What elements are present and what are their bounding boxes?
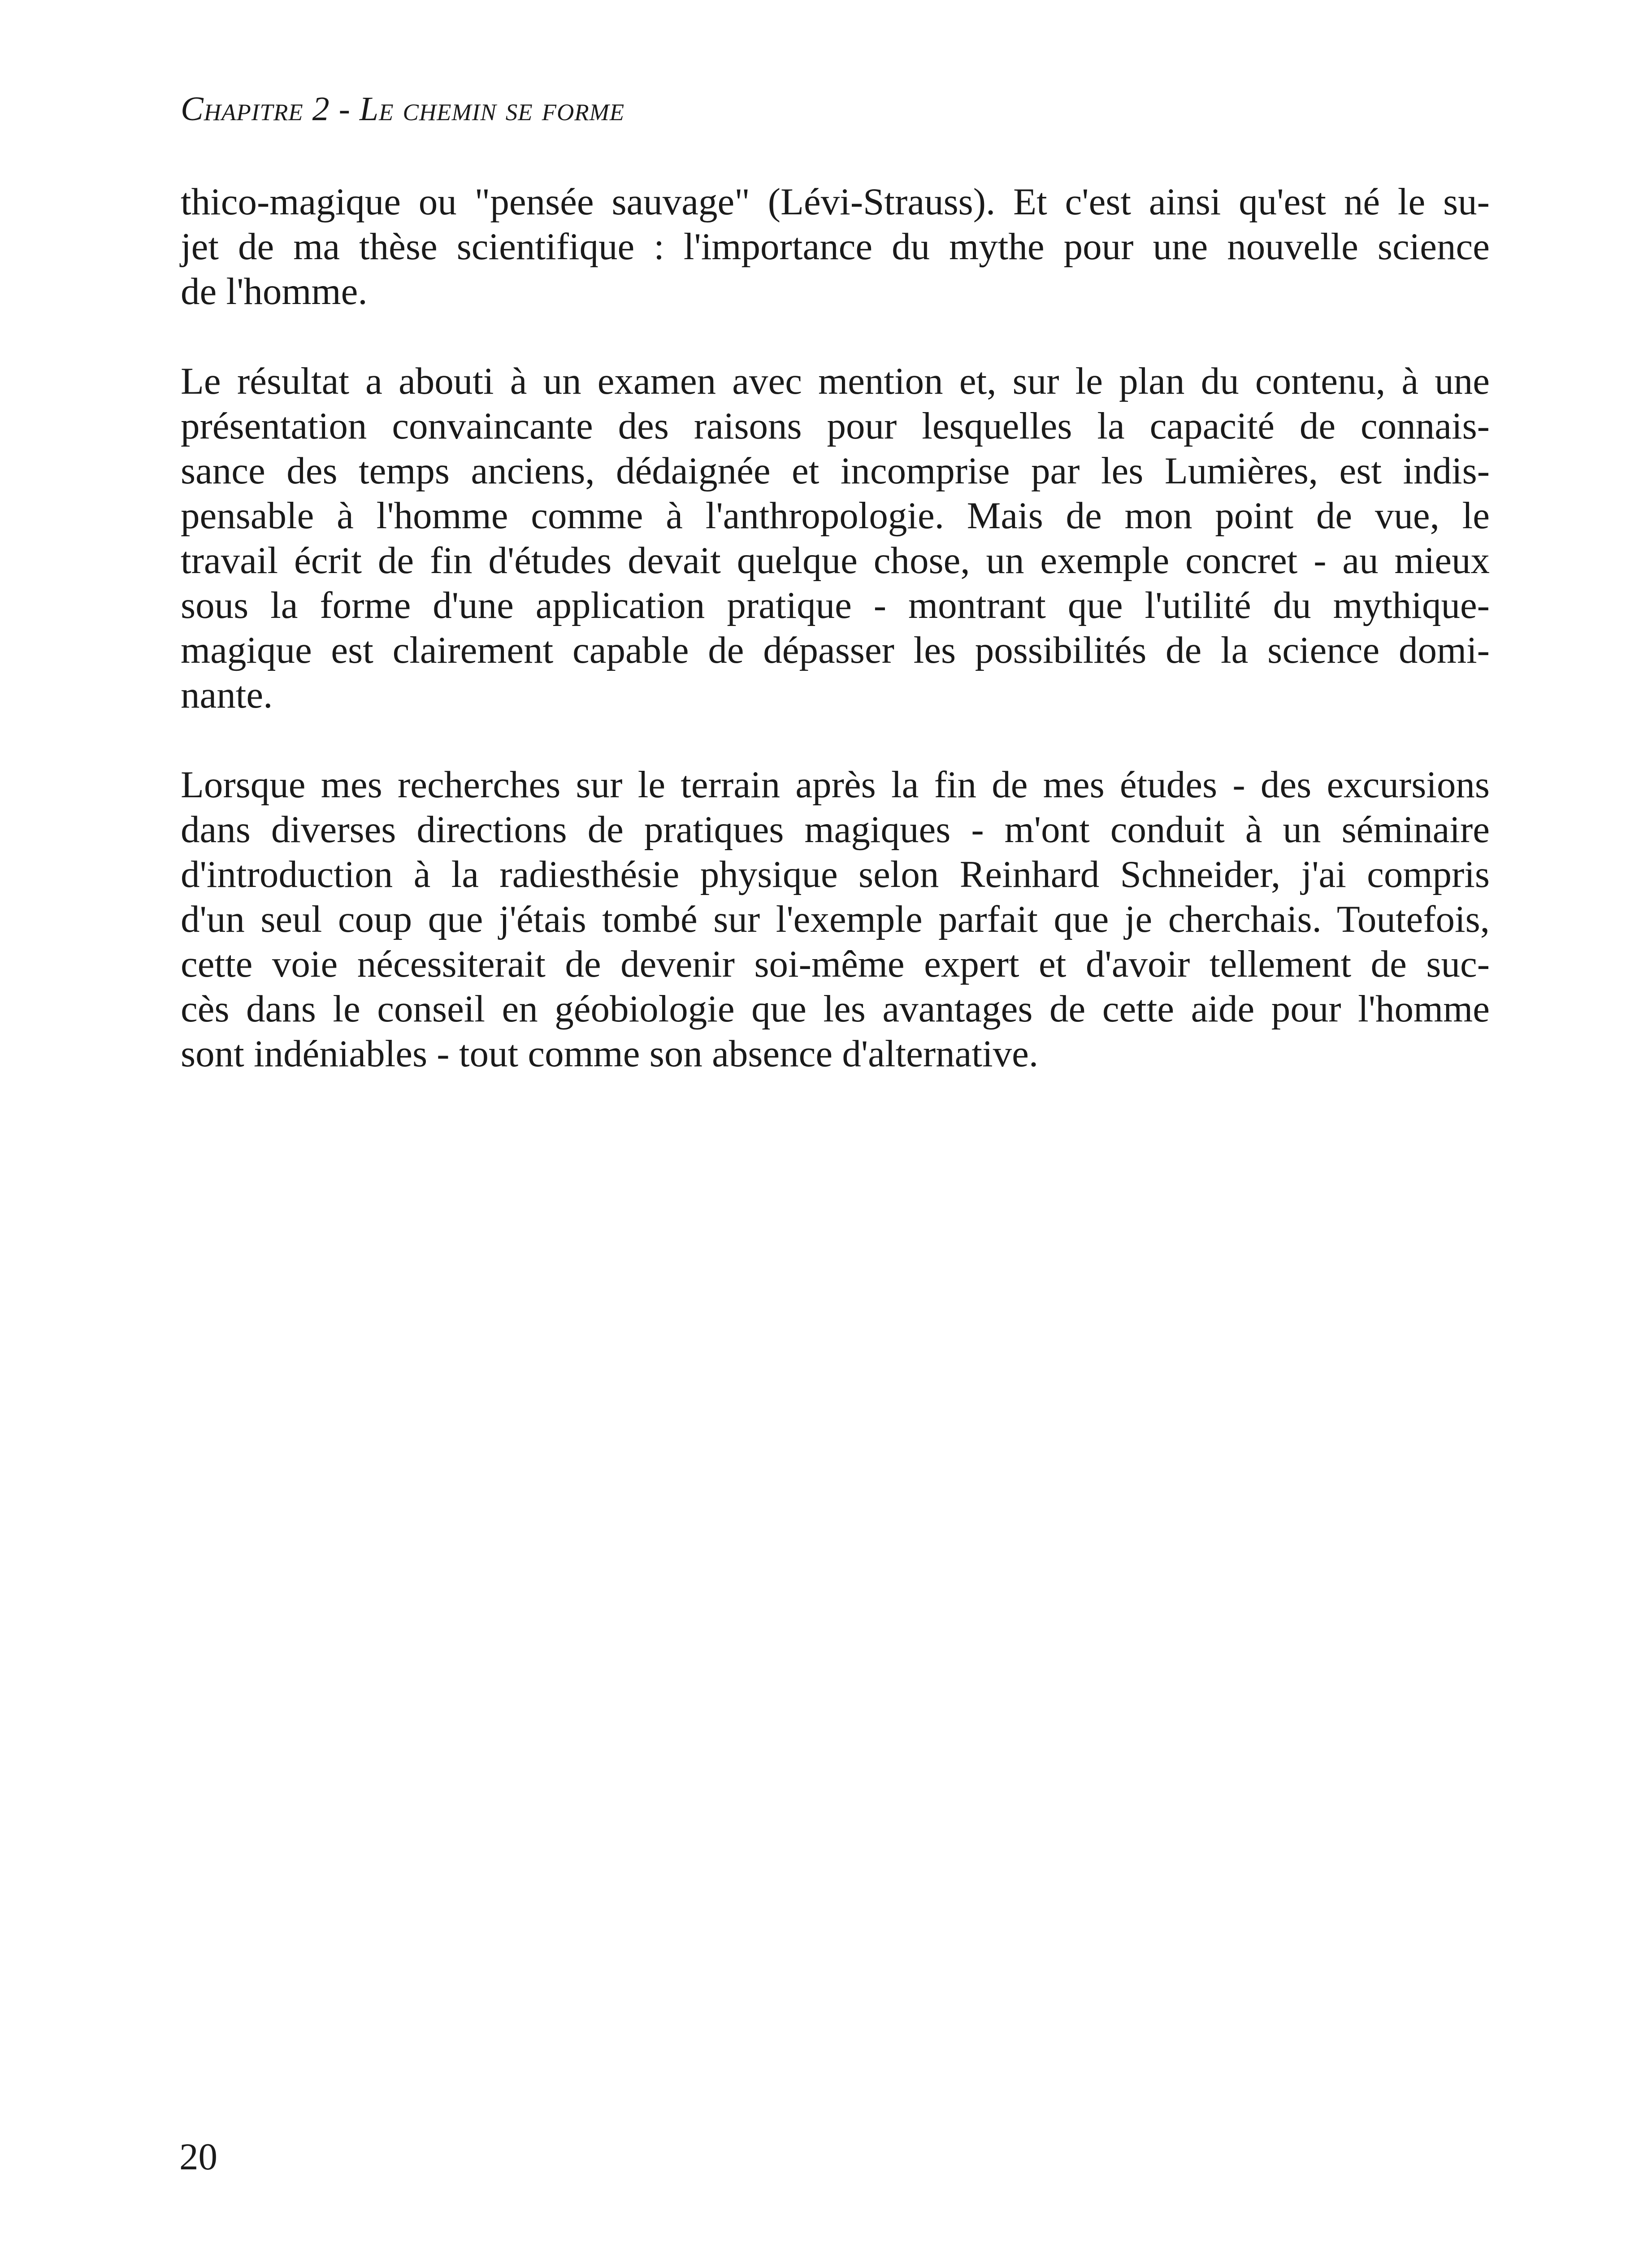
text-line: sous la forme d'une application pratique - montrant que l'utilité du mythique- — [181, 584, 1490, 626]
text-line: nante. — [181, 674, 273, 716]
paragraph-2 — [181, 359, 1490, 717]
paragraph-3 — [181, 762, 1490, 1076]
text-line: sance des temps anciens, dédaignée et incomprise par les Lumières, est indis- — [181, 450, 1490, 492]
text-line: pensable à l'homme comme à l'anthropologie. Mais de mon point de vue, le — [181, 495, 1490, 537]
text-line: dans diverses directions de pratiques magiques - m'ont conduit à un séminaire — [181, 808, 1490, 851]
text-line: de l'homme. — [181, 270, 368, 313]
body-text — [181, 179, 1490, 1121]
text-line: cette voie nécessiterait de devenir soi-même expert et d'avoir tellement de suc- — [181, 943, 1490, 985]
text-line: Lorsque mes recherches sur le terrain après la fin de mes études - des excursions — [181, 764, 1490, 806]
text-line: Le résultat a abouti à un examen avec mention et, sur le plan du contenu, à une — [181, 360, 1490, 402]
text-line: jet de ma thèse scientifique : l'importance du mythe pour une nouvelle science — [181, 226, 1490, 268]
text-line: d'introduction à la radiesthésie physique selon Reinhard Schneider, j'ai compris — [181, 853, 1490, 895]
text-line: cès dans le conseil en géobiologie que les avantages de cette aide pour l'homme — [181, 988, 1490, 1030]
text-line: présentation convaincante des raisons pour lesquelles la capacité de connais- — [181, 405, 1490, 447]
running-header: Chapitre 2 - Le chemin se forme — [181, 90, 625, 128]
text-line: d'un seul coup que j'étais tombé sur l'exemple parfait que je cherchais. Toutefois, — [181, 898, 1490, 940]
text-line: thico-magique ou "pensée sauvage" (Lévi-Strauss). Et c'est ainsi qu'est né le su- — [181, 181, 1490, 223]
text-line: sont indéniables - tout comme son absence d'alternative. — [181, 1033, 1039, 1075]
text-line: travail écrit de fin d'études devait quelque chose, un exemple concret - au mieux — [181, 539, 1490, 582]
text-line: magique est clairement capable de dépasser les possibilités de la science domi- — [181, 629, 1490, 671]
page-number: 20 — [179, 2136, 217, 2178]
paragraph-1 — [181, 179, 1490, 314]
